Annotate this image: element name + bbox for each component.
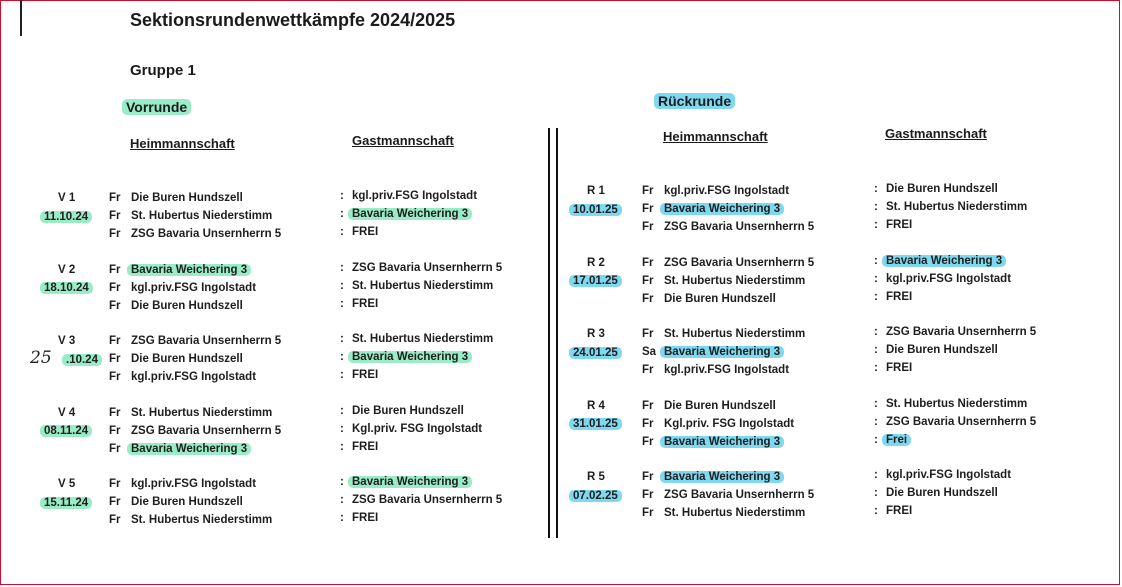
home-team: ZSG Bavaria Unsernherrn 5 — [131, 424, 282, 437]
round-label: R 5 — [587, 471, 605, 483]
guest-team: FREI — [352, 226, 379, 239]
guest-team: Die Buren Hundszell — [352, 404, 464, 417]
match-day: Fr — [642, 203, 654, 216]
match-day: Fr — [109, 281, 121, 294]
rueckrunde-home-header: Heimmannschaft — [663, 129, 768, 144]
match-day: Fr — [642, 274, 654, 287]
group-title: Gruppe 1 — [130, 62, 196, 79]
colon: : — [340, 351, 344, 364]
home-team: Die Buren Hundszell — [131, 192, 243, 204]
round-label: V 2 — [58, 263, 76, 276]
colon: : — [874, 183, 878, 195]
match-day: Fr — [109, 299, 121, 312]
colon: : — [874, 433, 878, 446]
vorrunde-guest-header: Gastmannschaft — [352, 133, 454, 148]
round-date: 10.01.25 — [573, 204, 622, 216]
colon: : — [874, 415, 878, 428]
guest-team: Bavaria Weichering 3 — [352, 351, 472, 363]
round-date: 11.10.24 — [44, 211, 92, 223]
colon: : — [874, 290, 878, 303]
colon: : — [340, 494, 344, 507]
home-team: Die Buren Hundszell — [131, 353, 243, 366]
home-team: kgl.priv.FSG Ingolstadt — [664, 185, 790, 197]
match-day: Fr — [642, 185, 654, 197]
match-day: Fr — [642, 221, 654, 234]
round-label: V 5 — [58, 478, 76, 490]
guest-team: FREI — [886, 505, 913, 518]
vorrunde-home-header: Heimmannschaft — [130, 136, 235, 151]
colon: : — [874, 397, 878, 410]
guest-team: FREI — [352, 369, 379, 382]
colon: : — [340, 190, 344, 202]
colon: : — [874, 219, 878, 232]
guest-team: Die Buren Hundszell — [886, 183, 998, 195]
document-title: Sektionsrundenwettkämpfe 2024/2025 — [130, 10, 456, 30]
guest-team: FREI — [352, 512, 379, 525]
guest-team: ZSG Bavaria Unsernherrn 5 — [352, 494, 503, 507]
handwritten-date: 25 — [30, 347, 52, 368]
colon: : — [874, 254, 878, 267]
home-team: Die Buren Hundszell — [131, 496, 243, 509]
round-date: 17.01.25 — [573, 275, 622, 287]
guest-team: Kgl.priv. FSG Ingolstadt — [352, 422, 483, 435]
guest-team: St. Hubertus Niederstimm — [352, 333, 494, 345]
home-team: St. Hubertus Niederstimm — [131, 514, 273, 527]
round-date: 18.10.24 — [44, 282, 93, 294]
match-day: Sa — [642, 346, 657, 359]
colon: : — [874, 326, 878, 338]
home-team: ZSG Bavaria Unsernherrn 5 — [131, 228, 282, 241]
colon: : — [340, 512, 344, 525]
round-label: V 4 — [58, 406, 76, 419]
home-team: Kgl.priv. FSG Ingolstadt — [664, 417, 795, 430]
home-team: ZSG Bavaria Unsernherrn 5 — [664, 256, 815, 269]
guest-team: Die Buren Hundszell — [886, 487, 998, 500]
match-day: Fr — [642, 489, 654, 502]
match-day: Fr — [642, 292, 654, 305]
guest-team: Bavaria Weichering 3 — [886, 255, 1006, 267]
guest-team: FREI — [886, 362, 913, 375]
home-team: kgl.priv.FSG Ingolstadt — [131, 281, 257, 294]
colon: : — [340, 476, 344, 488]
home-team: St. Hubertus Niederstimm — [131, 406, 273, 419]
round-date: 08.11.24 — [44, 425, 92, 437]
guest-team: Bavaria Weichering 3 — [352, 208, 472, 220]
colon: : — [340, 422, 344, 435]
round-date: 31.01.25 — [573, 418, 622, 430]
colon: : — [340, 369, 344, 382]
colon: : — [340, 333, 344, 345]
home-team: St. Hubertus Niederstimm — [131, 210, 273, 223]
guest-team: Frei — [886, 434, 911, 446]
guest-team: FREI — [886, 290, 913, 303]
home-team: Bavaria Weichering 3 — [664, 346, 784, 358]
round-label: V 3 — [58, 335, 76, 347]
guest-team: kgl.priv.FSG Ingolstadt — [886, 272, 1012, 285]
match-day: Fr — [109, 210, 121, 223]
colon: : — [340, 440, 344, 453]
match-day: Fr — [109, 496, 121, 509]
colon: : — [340, 226, 344, 239]
match-day: Fr — [109, 263, 121, 276]
colon: : — [874, 505, 878, 518]
home-team: ZSG Bavaria Unsernherrn 5 — [131, 335, 282, 347]
match-day: Fr — [642, 507, 654, 520]
guest-team: kgl.priv.FSG Ingolstadt — [886, 469, 1012, 481]
guest-team: Die Buren Hundszell — [886, 344, 998, 357]
home-team: Bavaria Weichering 3 — [664, 436, 784, 448]
vorrunde-label: Vorrunde — [126, 99, 191, 115]
match-day: Fr — [109, 424, 121, 437]
home-team: Bavaria Weichering 3 — [664, 203, 784, 215]
match-day: Fr — [109, 353, 121, 366]
match-day: Fr — [109, 228, 121, 241]
colon: : — [874, 201, 878, 214]
home-team: Bavaria Weichering 3 — [664, 471, 784, 483]
round-date: .10.24 — [66, 354, 102, 366]
guest-team: Bavaria Weichering 3 — [352, 476, 472, 488]
colon: : — [340, 404, 344, 417]
scan-artifact — [20, 0, 22, 36]
rueckrunde-label: Rückrunde — [658, 93, 735, 109]
home-team: St. Hubertus Niederstimm — [664, 507, 806, 520]
round-date: 15.11.24 — [44, 497, 92, 509]
colon: : — [340, 297, 344, 310]
home-team: kgl.priv.FSG Ingolstadt — [131, 478, 257, 490]
home-team: Bavaria Weichering 3 — [131, 264, 251, 276]
guest-team: St. Hubertus Niederstimm — [352, 279, 494, 292]
match-day: Fr — [642, 399, 654, 412]
match-day: Fr — [109, 442, 121, 455]
match-day: Fr — [642, 256, 654, 269]
home-team: Bavaria Weichering 3 — [131, 443, 251, 455]
home-team: kgl.priv.FSG Ingolstadt — [664, 364, 790, 377]
colon: : — [874, 344, 878, 357]
match-day: Fr — [642, 364, 654, 377]
match-day: Fr — [109, 406, 121, 419]
round-date: 24.01.25 — [573, 347, 622, 359]
match-day: Fr — [109, 192, 121, 204]
round-label: R 4 — [587, 399, 605, 412]
colon: : — [340, 208, 344, 221]
match-day: Fr — [642, 471, 654, 483]
column-divider-right — [556, 128, 558, 538]
colon: : — [874, 487, 878, 500]
guest-team: ZSG Bavaria Unsernherrn 5 — [352, 261, 503, 274]
round-label: R 3 — [587, 328, 605, 340]
guest-team: St. Hubertus Niederstimm — [886, 201, 1028, 214]
match-day: Fr — [642, 328, 654, 340]
home-team: ZSG Bavaria Unsernherrn 5 — [664, 221, 815, 234]
match-day: Fr — [109, 371, 121, 384]
home-team: kgl.priv.FSG Ingolstadt — [131, 371, 257, 384]
match-day: Fr — [642, 417, 654, 430]
home-team: Die Buren Hundszell — [131, 299, 243, 312]
guest-team: FREI — [352, 440, 379, 453]
match-day: Fr — [642, 435, 654, 448]
guest-team: kgl.priv.FSG Ingolstadt — [352, 190, 478, 202]
home-team: ZSG Bavaria Unsernherrn 5 — [664, 489, 815, 502]
guest-team: ZSG Bavaria Unsernherrn 5 — [886, 326, 1037, 338]
match-day: Fr — [109, 514, 121, 527]
home-team: St. Hubertus Niederstimm — [664, 274, 806, 287]
colon: : — [340, 261, 344, 274]
match-day: Fr — [109, 478, 121, 490]
round-date: 07.02.25 — [573, 490, 622, 502]
round-label: R 1 — [587, 185, 605, 197]
colon: : — [874, 469, 878, 481]
rueckrunde-guest-header: Gastmannschaft — [885, 126, 987, 141]
home-team: St. Hubertus Niederstimm — [664, 328, 806, 340]
match-day: Fr — [109, 335, 121, 347]
home-team: Die Buren Hundszell — [664, 292, 776, 305]
guest-team: St. Hubertus Niederstimm — [886, 397, 1028, 410]
colon: : — [874, 272, 878, 285]
guest-team: FREI — [352, 297, 379, 310]
guest-team: ZSG Bavaria Unsernherrn 5 — [886, 415, 1037, 428]
colon: : — [340, 279, 344, 292]
round-label: V 1 — [58, 192, 76, 204]
round-label: R 2 — [587, 256, 605, 269]
colon: : — [874, 362, 878, 375]
guest-team: FREI — [886, 219, 913, 232]
home-team: Die Buren Hundszell — [664, 399, 776, 412]
column-divider-left — [548, 128, 550, 538]
